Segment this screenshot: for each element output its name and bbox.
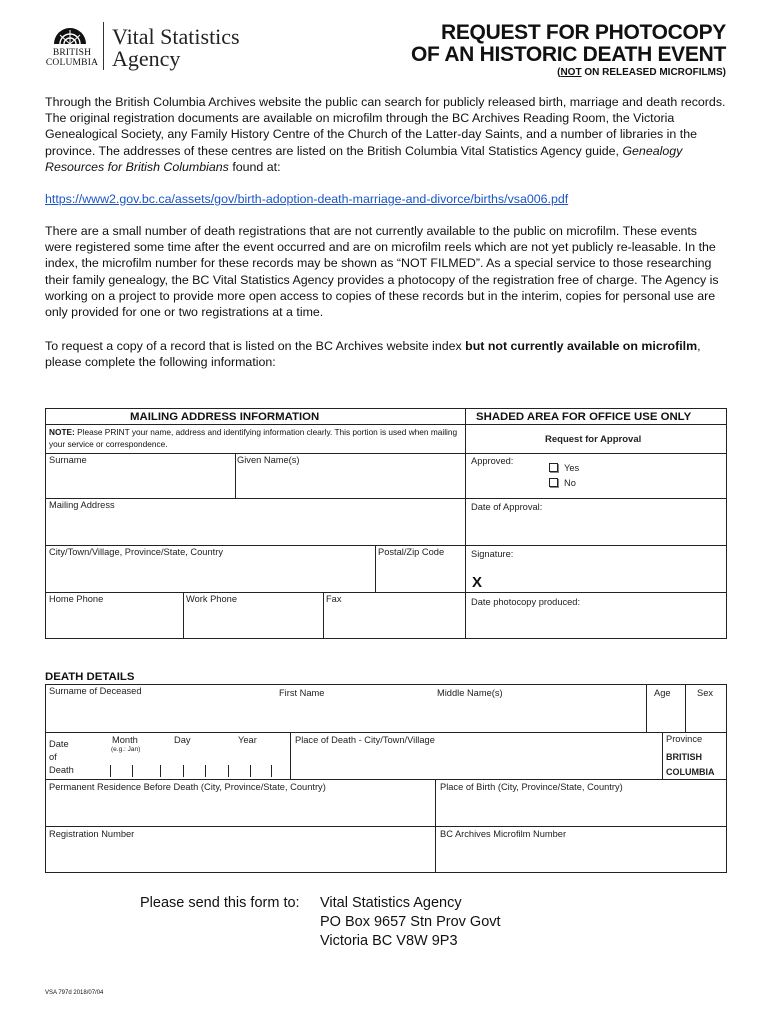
postal-label: Postal/Zip Code [378, 547, 445, 557]
request-approval-label: Request for Approval [545, 434, 642, 445]
para1-end: found at: [228, 159, 281, 174]
form-title-line1: REQUEST FOR PHOTOCOPY [440, 21, 726, 44]
yes-checkbox[interactable] [549, 463, 558, 472]
address-line-1: Vital Statistics Agency [320, 895, 462, 911]
work-phone-label: Work Phone [186, 594, 237, 604]
para1-text: Through the British Columbia Archives website the public can search for publicly released birth, marriage and death records. The original registration documents are available on microfilm through the BC Archives Reading Room, the Victoria Genealogical Society, any Family History Centre of the Church of the Latter-day Saints, and a number of libraries in the province. The addresses of these centres are listed on the British Columbia Vital Statistics Agency guide, [45, 95, 726, 158]
residence-label: Permanent Residence Before Death (City, Province/State, Country) [49, 782, 326, 792]
send-to-label: Please send this form to: [140, 895, 300, 911]
home-phone-label: Home Phone [49, 594, 104, 604]
form-code: VSA 797d 2018/07/04 [45, 990, 104, 996]
logo-province-line1: BRITISH [52, 48, 92, 58]
form-subtitle [557, 67, 726, 78]
microfilm-number-label: BC Archives Microfilm Number [440, 829, 567, 839]
death-details-header: DEATH DETAILS [45, 671, 135, 683]
approved-no-option[interactable] [549, 478, 576, 488]
year-divider [205, 765, 206, 777]
agency-line1: Vital Statistics [112, 24, 240, 49]
mailing-note [49, 426, 463, 450]
year-divider-4 [271, 765, 272, 777]
age-label: Age [654, 688, 671, 698]
para3-bold: but not currently available on microfilm [465, 339, 698, 353]
province-label: Province [666, 734, 703, 744]
middle-names-label: Middle Name(s) [437, 688, 503, 698]
registration-number-label: Registration Number [49, 829, 135, 839]
day-divider-2 [183, 765, 184, 777]
year-label: Year [238, 735, 257, 745]
guide-title: Genealogy Resources for British Columbians [45, 143, 683, 174]
given-names-label: Given Name(s) [237, 455, 300, 465]
signature-label: Signature: [471, 549, 514, 559]
place-of-birth-label: Place of Birth (City, Province/State, Country) [440, 782, 623, 792]
para3-text: To request a copy of a record that is listed on the BC Archives website index [45, 339, 466, 353]
logo-province-line2: COLUMBIA [45, 58, 99, 68]
no-checkbox[interactable] [549, 478, 558, 487]
year-divider-3 [250, 765, 251, 777]
intro-paragraph-1 [45, 94, 727, 175]
deceased-surname-label: Surname of Deceased [49, 686, 142, 696]
note-text: Please PRINT your name, address and identifying information clearly. This portion is used when mailing your service or correspondence. [49, 427, 458, 449]
sex-label: Sex [697, 688, 714, 698]
place-of-death-label: Place of Death - City/Town/Village [295, 735, 435, 745]
intro-paragraph-2: There are a small number of death registrations that are not currently available to the public on microfilm. These events were registered some time after the event occurred and are on microfilm reels which are not yet publicly re-leasable. In the index, the microfilm number for these records may be shown as “NOT FILMED”. As a special service to those researching their family genealogy, the BC Vital Statistics Agency provides a photocopy of the registration free of charge. The Agency is working on a project to provide more open access to copies of these records but in the interim, copies for personal use are only provided for one or two registrations at a time. [45, 224, 719, 320]
month-label: Month [112, 735, 138, 745]
province-value-line2: COLUMBIA [666, 767, 715, 777]
fax-label: Fax [326, 594, 342, 604]
date-label-line2: of [49, 752, 57, 762]
fax-field[interactable] [323, 592, 466, 639]
signature-x-mark: X [472, 574, 483, 591]
day-divider [160, 765, 161, 777]
date-label-line3: Death [49, 765, 74, 775]
address-line-2: PO Box 9657 Stn Prov Govt [320, 914, 501, 930]
province-value-line1: BRITISH [666, 752, 702, 762]
bc-sun-logo-icon [52, 22, 88, 46]
subtitle-not: NOT [560, 67, 582, 78]
logo-province-text [44, 48, 100, 68]
no-label: No [564, 478, 576, 488]
date-of-death-label [49, 738, 74, 777]
month-divider [110, 765, 111, 777]
agency-line2: Agency [112, 46, 181, 71]
mailing-header: MAILING ADDRESS INFORMATION [130, 411, 320, 423]
day-label: Day [174, 735, 191, 745]
year-divider-2 [228, 765, 229, 777]
agency-name [112, 26, 240, 70]
mailing-address-label: Mailing Address [49, 500, 115, 510]
subtitle-rest: ON RELEASED MICROFILMS) [581, 67, 726, 78]
office-header: SHADED AREA FOR OFFICE USE ONLY [476, 411, 692, 423]
month-divider-2 [132, 765, 133, 777]
para3-end: , please complete the following information: [45, 339, 701, 370]
surname-label: Surname [49, 455, 87, 465]
approved-yes-option[interactable] [549, 463, 579, 473]
city-label: City/Town/Village, Province/State, Country [49, 547, 223, 557]
month-hint: (e.g.: Jan) [111, 746, 141, 753]
date-produced-label: Date photocopy produced: [471, 597, 581, 607]
date-label-line1: Date [49, 739, 69, 749]
form-title-line2: OF AN HISTORIC DEATH EVENT [411, 43, 726, 66]
guide-link[interactable]: https://www2.gov.bc.ca/assets/gov/birth-adoption-death-marriage-and-divorce/births/vsa006.pdf [45, 192, 569, 206]
subtitle-open: ( [557, 67, 561, 78]
intro-paragraph-3 [45, 338, 727, 370]
first-name-label: First Name [279, 688, 325, 698]
logo-divider [103, 22, 104, 70]
yes-label: Yes [564, 463, 580, 473]
date-approval-label: Date of Approval: [471, 502, 543, 512]
approved-label: Approved: [471, 456, 514, 466]
address-line-3: Victoria BC V8W 9P3 [320, 933, 458, 949]
note-label: NOTE: [49, 427, 75, 437]
